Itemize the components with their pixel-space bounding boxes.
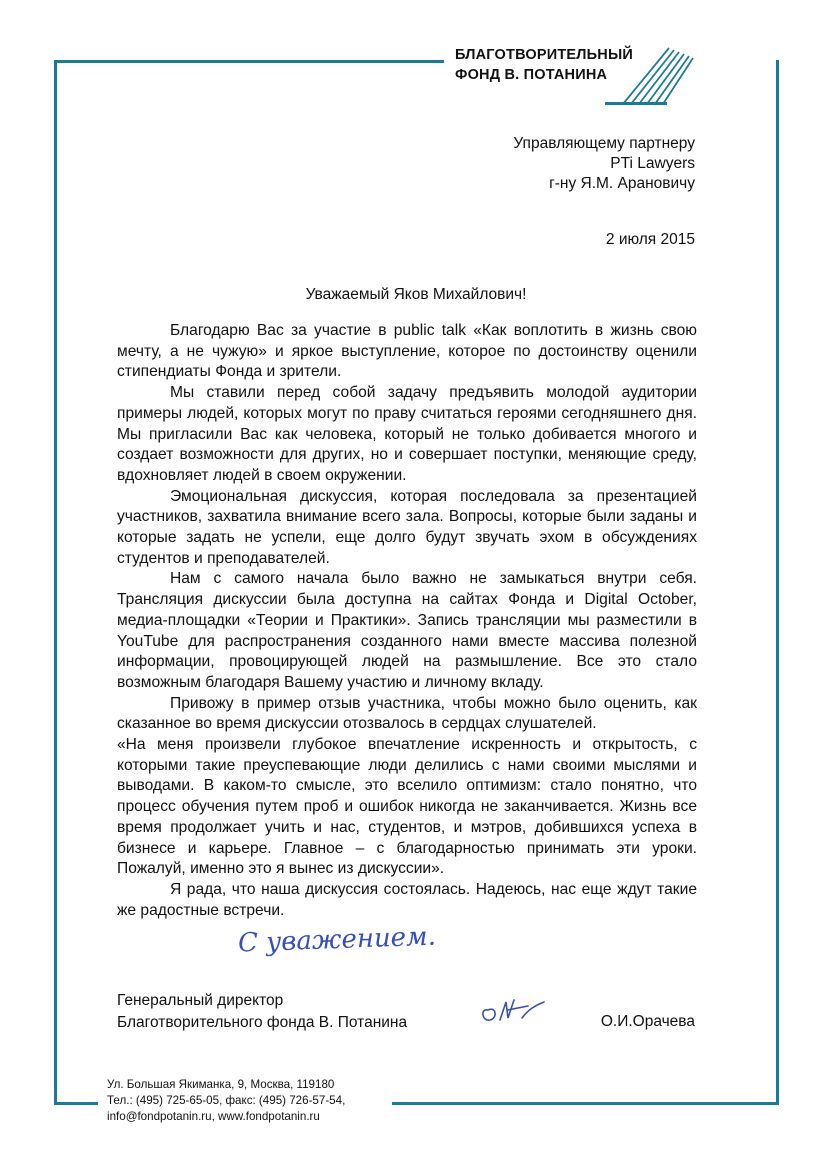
signer-title-line: Генеральный директор xyxy=(117,992,284,1009)
logo-text-line2: ФОНД В. ПОТАНИНА xyxy=(455,67,608,83)
body-paragraph: Мы ставили перед собой задачу предъявить молодой аудитории примеры людей, которых могут по праву считаться героями сегодняшнего дня. Мы пригласили Вас как человека, который не только добивается многого и создает возможности для других, но и совершает поступки, меняющие среду, вдохновляет людей в своем окружении. xyxy=(117,384,697,484)
closing-paragraph: Я рада, что наша дискуссия состоялась. Надеюсь, нас еще ждут такие же радостные встречи. xyxy=(117,880,697,919)
frame-right-line xyxy=(776,60,779,1105)
frame-bottom-left-line xyxy=(54,1102,98,1105)
logo-text-line1: БЛАГОТВОРИТЕЛЬНЫЙ xyxy=(455,47,633,63)
body-paragraph: Благодарю Вас за участие в public talk «Как воплотить в жизнь свою мечту, а не чужую» и яркое выступление, которое по достоинству оценили стипендиаты Фонда и зрители. xyxy=(117,322,697,381)
handwritten-signature xyxy=(478,988,558,1028)
foundation-logo xyxy=(455,44,695,104)
letter-date: 2 июля 2015 xyxy=(605,231,695,248)
footer-web: info@fondpotanin.ru, www.fondpotanin.ru xyxy=(107,1110,320,1123)
letter-body xyxy=(117,321,697,921)
addressee-line: Управляющему партнеру xyxy=(513,135,695,152)
body-paragraph: Эмоциональная дискуссия, которая последовала за презентацией участников, захватила внимание всего зала. Вопросы, которые были заданы и которые задать не успели, еще долго будут звучать эхом в обсуждениях студентов и преподавателей. xyxy=(117,487,697,567)
frame-bottom-right-line xyxy=(392,1102,779,1105)
addressee-line: PTi Lawyers xyxy=(610,155,695,172)
frame-top-line xyxy=(54,60,444,63)
signer-title xyxy=(117,990,407,1034)
footer-address: Ул. Большая Якиманка, 9, Москва, 119180 xyxy=(107,1078,335,1091)
frame-left-line xyxy=(54,60,57,1105)
body-paragraph: Нам с самого начала было важно не замыкаться внутри себя. Трансляция дискуссии была доступна на сайтах Фонда и Digital October, медиа-площадки «Теории и Практики». Запись трансляции мы разместили в YouTube для распространения созданного нами вместе массива полезной информации, провоцирующей людей на размышление. Все это стало возможным благодаря Вашему участию и личному вкладу. xyxy=(117,570,697,691)
footer-contacts xyxy=(107,1077,345,1125)
addressee-line: г-ну Я.М. Арановичу xyxy=(549,175,695,192)
signer-title-line: Благотворительного фонда В. Потанина xyxy=(117,1014,408,1031)
footer-phone: Тел.: (495) 725-65-05, факс: (495) 726-57-54, xyxy=(107,1094,346,1107)
body-paragraph: Привожу в пример отзыв участника, чтобы можно было оценить, как сказанное во время дискуссии отозвалось в сердцах слушателей. xyxy=(117,694,697,733)
signer-name: О.И.Орачева xyxy=(600,1013,695,1030)
salutation: Уважаемый Яков Михайлович! xyxy=(305,286,527,303)
logo-rays-icon xyxy=(605,44,695,106)
addressee-block xyxy=(513,134,695,194)
handwritten-signoff: С уважением. xyxy=(237,921,437,959)
participant-quote: «На меня произвели глубокое впечатление искренность и открытость, с которыми такие преуспевающие люди делились с нами своими мыслями и выводами. В каком-то смысле, это вселило оптимизм: стало понятно, что процесс обучения путем проб и ошибок никогда не заканчивается. Жизнь все время продолжает учить и нас, студентов, и мэтров, добившихся успеха в бизнесе и карьере. Главное – с благодарностью принимать эти уроки. Пожалуй, именно это я вынес из дискуссии». xyxy=(117,736,697,878)
